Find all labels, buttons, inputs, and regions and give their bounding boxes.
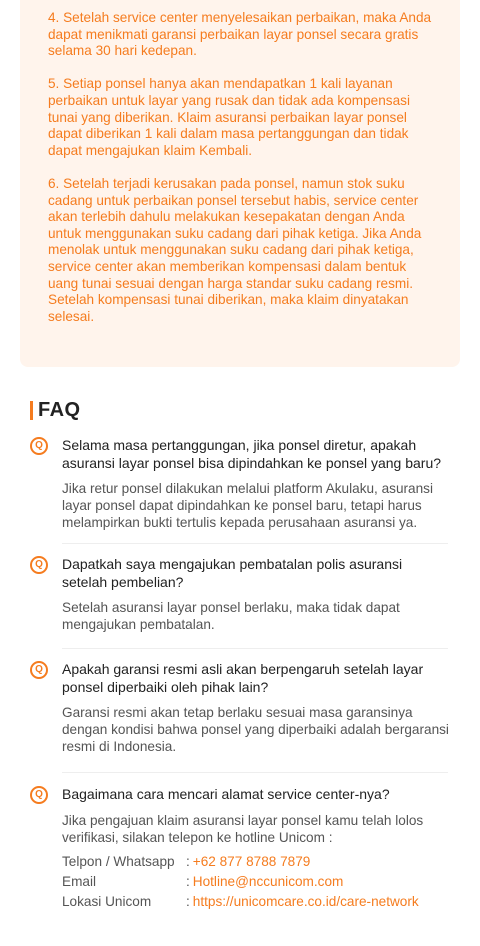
faq-divider bbox=[62, 772, 448, 773]
notice-panel bbox=[20, 0, 460, 367]
faq-question: Dapatkah saya mengajukan pembatalan polis asuransi setelah pembelian? bbox=[62, 556, 403, 590]
faq-question: Selama masa pertanggungan, jika ponsel diretur, apakah asuransi layar ponsel bisa dipindahkan ke ponsel yang baru? bbox=[62, 437, 442, 471]
contact-separator: : bbox=[186, 854, 190, 869]
faq-answer: Setelah asuransi layar ponsel berlaku, maka tidak dapat mengajukan pembatalan. bbox=[62, 600, 400, 632]
faq-item bbox=[30, 436, 450, 531]
faq-answer: Jika retur ponsel dilakukan melalui platform Akulaku, asuransi layar ponsel dapat dipindahkan ke ponsel baru, tetapi harus melampirkan bukti tertulis kepada perusahaan asuransi ya. bbox=[62, 481, 433, 530]
notice-item-6: 6. Setelah terjadi kerusakan pada ponsel, namun stok suku cadang untuk perbaikan ponsel tersebut habis, service center akan terlebih dahulu melakukan kesepakatan dengan Anda untuk menggunakan suku cadang dari pihak ketiga. Jika Anda menolak untuk menggunakan suku cadang dari pihak ketiga, service center akan memberikan kompensasi dalam bentuk uang tunai sesuai dengan harga standar suku cadang resmi. Setelah kompensasi tunai diberikan, maka klaim dinyatakan selesai. bbox=[48, 175, 422, 324]
title-accent-bar bbox=[30, 401, 33, 420]
contact-row-phone bbox=[62, 852, 450, 872]
faq-item bbox=[30, 555, 450, 633]
contact-separator: : bbox=[186, 874, 190, 889]
contact-separator: : bbox=[186, 894, 190, 909]
faq-question: Apakah garansi resmi asli akan berpengaruh setelah layar ponsel diperbaiki oleh pihak lain? bbox=[62, 661, 424, 695]
contact-list bbox=[30, 852, 450, 912]
notice-item-4: 4. Setelah service center menyelesaikan perbaikan, maka Anda dapat menikmati garansi perbaikan layar ponsel secara gratis selama 30 hari kedepan. bbox=[48, 10, 432, 59]
contact-label: Lokasi Unicom bbox=[62, 894, 152, 909]
faq-item bbox=[30, 660, 450, 755]
faq-heading: FAQ bbox=[38, 398, 81, 421]
email-link[interactable]: Hotline@nccunicom.com bbox=[192, 874, 344, 889]
faq-divider bbox=[62, 543, 448, 544]
faq-section-title bbox=[30, 398, 81, 422]
contact-label: Telpon / Whatsapp bbox=[62, 854, 175, 869]
faq-answer: Jika pengajuan klaim asuransi layar ponsel kamu telah lolos verifikasi, silakan telepon ke hotline Unicom : bbox=[62, 813, 424, 845]
question-icon: Q bbox=[30, 556, 48, 574]
question-icon: Q bbox=[30, 786, 48, 804]
phone-link[interactable]: +62 877 8788 7879 bbox=[192, 854, 311, 869]
contact-row-location bbox=[62, 892, 450, 912]
faq-question: Bagaimana cara mencari alamat service center-nya? bbox=[62, 786, 390, 802]
faq-item bbox=[30, 785, 450, 912]
question-icon: Q bbox=[30, 661, 48, 679]
faq-divider bbox=[62, 648, 448, 649]
question-icon: Q bbox=[30, 437, 48, 455]
notice-item-5: 5. Setiap ponsel hanya akan mendapatkan 1 kali layanan perbaikan untuk layar yang rusak dan tidak ada kompensasi tunai yang diberikan. Klaim asuransi perbaikan layar ponsel dapat diberikan 1 kali dalam masa pertanggungan dan tidak dapat mengajukan klaim Kembali. bbox=[48, 76, 410, 158]
contact-label: Email bbox=[62, 874, 96, 889]
faq-answer: Garansi resmi akan tetap berlaku sesuai masa garansinya dengan kondisi bahwa ponsel yang diperbaiki adalah bergaransi resmi di Indonesia. bbox=[62, 705, 449, 754]
contact-row-email bbox=[62, 872, 450, 892]
location-link[interactable]: https://unicomcare.co.id/care-network bbox=[192, 894, 419, 909]
